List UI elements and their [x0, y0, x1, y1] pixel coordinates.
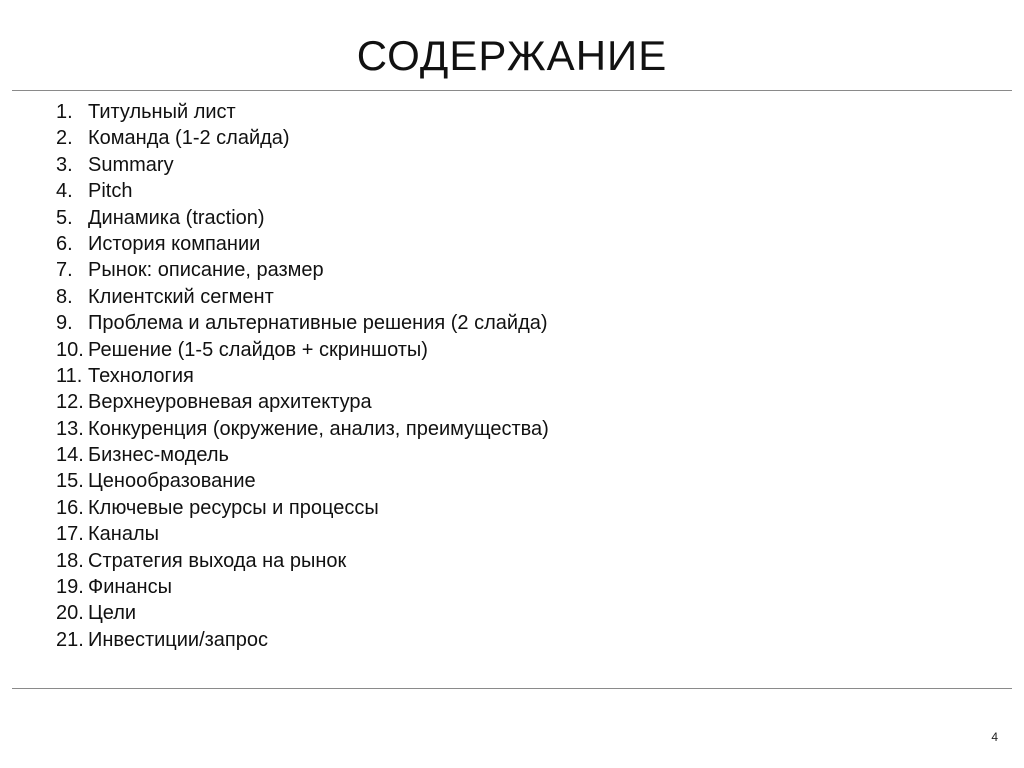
top-divider	[12, 90, 1012, 91]
list-item	[56, 495, 549, 521]
page-number: 4	[991, 730, 998, 744]
slide-title: СОДЕРЖАНИЕ	[356, 32, 668, 79]
list-item	[56, 178, 549, 204]
item-text: Решение (1-5 слайдов + скриншоты)	[88, 338, 428, 361]
list-item	[56, 574, 549, 600]
list-item	[56, 442, 549, 468]
item-number: 8.	[56, 285, 73, 308]
item-text: Бизнес-модель	[88, 444, 229, 467]
list-item	[56, 205, 549, 231]
item-text: Инвестиции/запрос	[88, 628, 268, 651]
item-text: Цели	[88, 602, 137, 625]
item-number: 17.	[56, 523, 84, 546]
item-text: Динамика (traction)	[88, 206, 265, 229]
list-item	[56, 363, 549, 389]
item-text: Ключевые ресурсы и процессы	[88, 496, 379, 519]
item-number: 1.	[56, 101, 73, 123]
item-number: 5.	[56, 206, 73, 229]
item-number: 9.	[56, 312, 73, 335]
item-number: 19.	[56, 576, 84, 599]
item-number: 10.	[56, 338, 84, 361]
list-item	[56, 284, 549, 310]
list-item	[56, 152, 549, 178]
list-item	[56, 468, 549, 494]
item-text: Стратегия выхода на рынок	[88, 549, 347, 572]
list-item	[56, 99, 549, 125]
item-number: 20.	[56, 602, 84, 625]
item-text: Верхнеуровневая архитектура	[88, 391, 372, 414]
item-text: Summary	[88, 153, 174, 176]
bottom-divider	[12, 688, 1012, 689]
item-number: 16.	[56, 496, 84, 519]
list-item	[56, 257, 549, 283]
item-text: Pitch	[88, 180, 133, 203]
item-text: Команда (1-2 слайда)	[88, 127, 290, 150]
item-number: 6.	[56, 232, 73, 255]
item-number: 15.	[56, 470, 84, 493]
item-text: Проблема и альтернативные решения (2 слайда)	[88, 312, 548, 335]
item-number: 13.	[56, 417, 84, 440]
item-text: Ценообразование	[88, 470, 256, 493]
list-item	[56, 125, 549, 151]
item-number: 4.	[56, 180, 73, 203]
item-number: 14.	[56, 444, 84, 467]
list-item	[56, 627, 549, 653]
item-text: Каналы	[88, 523, 159, 546]
item-text: История компании	[88, 232, 261, 255]
item-text: Финансы	[88, 576, 172, 599]
contents-list	[56, 99, 549, 653]
item-text: Рынок: описание, размер	[88, 259, 324, 282]
item-number: 12.	[56, 391, 84, 414]
list-item	[56, 416, 549, 442]
list-item	[56, 337, 549, 363]
list-item	[56, 521, 549, 547]
list-item	[56, 310, 549, 336]
list-item	[56, 600, 549, 626]
item-number: 2.	[56, 127, 73, 150]
item-text: Титульный лист	[88, 101, 236, 123]
list-item	[56, 389, 549, 415]
item-text: Клиентский сегмент	[88, 285, 274, 308]
list-item	[56, 548, 549, 574]
item-number: 18.	[56, 549, 84, 572]
list-item	[56, 231, 549, 257]
item-number: 7.	[56, 259, 73, 282]
item-text: Конкуренция (окружение, анализ, преимущества)	[88, 417, 549, 440]
item-number: 11.	[56, 364, 83, 387]
item-text: Технология	[88, 364, 194, 387]
item-number: 3.	[56, 153, 73, 176]
item-number: 21.	[56, 628, 84, 651]
